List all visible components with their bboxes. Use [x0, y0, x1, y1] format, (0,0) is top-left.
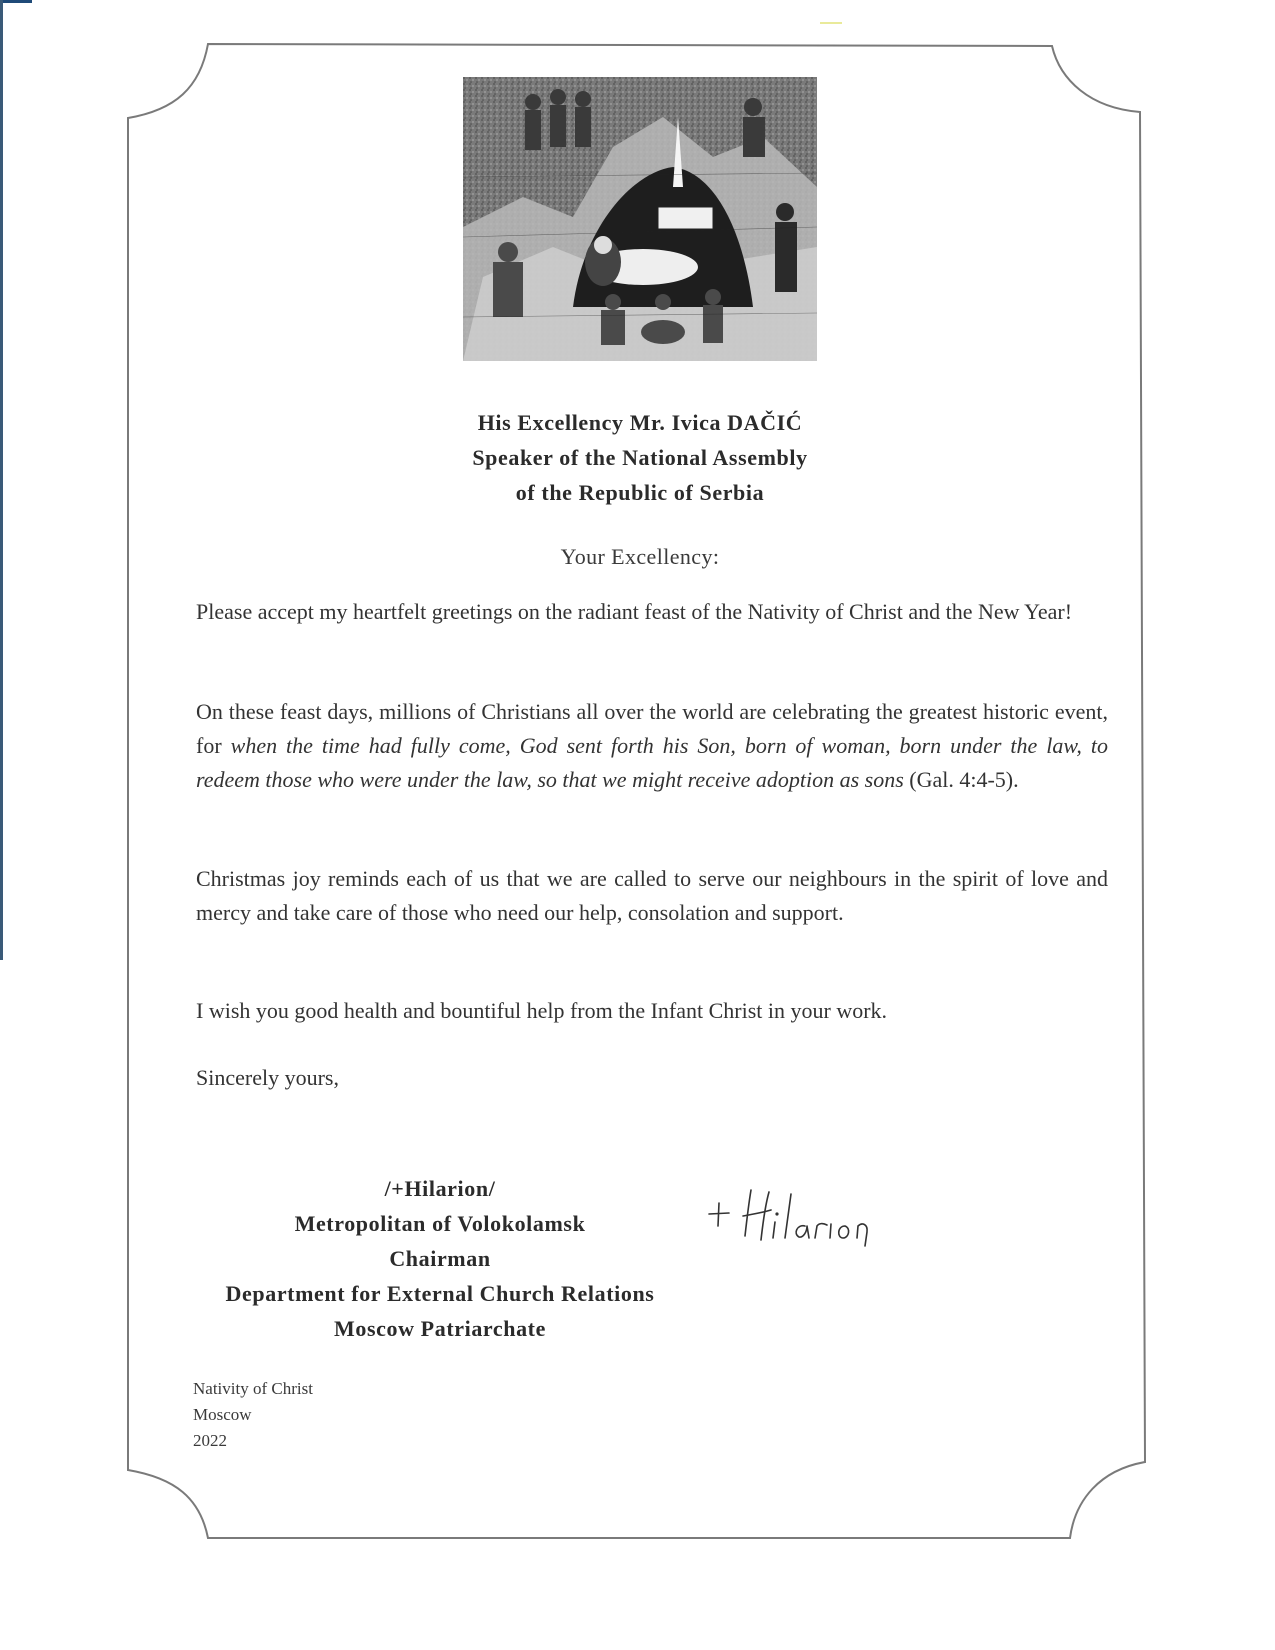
signatory-organization: Moscow Patriarchate: [334, 1316, 546, 1341]
signatory-department: Department for External Church Relations: [225, 1281, 655, 1306]
addressee-block: [300, 405, 980, 510]
handwritten-signature: [705, 1188, 905, 1258]
signatory-position: Chairman: [389, 1246, 491, 1271]
dateline: [193, 1376, 313, 1454]
paragraph-christmas-joy: Christmas joy reminds each of us that we are called to serve our neighbours in the spirit of love and mercy and take care of those who need our help, consolation and support.: [196, 866, 1108, 925]
dateline-year: 2022: [193, 1431, 227, 1450]
signatory-title: Metropolitan of Volokolamsk: [294, 1211, 586, 1236]
addressee-country: of the Republic of Serbia: [515, 480, 765, 505]
addressee-title: Speaker of the National Assembly: [472, 445, 808, 470]
nativity-icon: [463, 77, 817, 361]
dateline-occasion: Nativity of Christ: [193, 1379, 313, 1398]
signatory-block: [180, 1171, 700, 1346]
paragraph-greeting: Please accept my heartfelt greetings on the radiant feast of the Nativity of Christ and the New Year!: [196, 599, 1073, 624]
paragraph-wishes: I wish you good health and bountiful help from the Infant Christ in your work.: [196, 998, 888, 1023]
dateline-city: Moscow: [193, 1405, 252, 1424]
paragraph-feast: [196, 695, 1108, 797]
salutation: Your Excellency:: [560, 544, 720, 569]
scripture-reference: (Gal. 4:4-5).: [903, 767, 1019, 792]
addressee-name: His Excellency Mr. Ivica DAČIĆ: [477, 410, 803, 435]
scripture-quote: when the time had fully come, God sent forth his Son, born of woman, born under the law, to redeem those who were under the law, so that we might receive adoption as sons: [196, 733, 1109, 792]
signatory-name: /+Hilarion/: [384, 1176, 496, 1201]
paragraph-feast-text: On these feast days, millions of Christians all over the world are celebrating the greatest historic event, for: [196, 699, 1108, 758]
closing: Sincerely yours,: [196, 1065, 339, 1090]
